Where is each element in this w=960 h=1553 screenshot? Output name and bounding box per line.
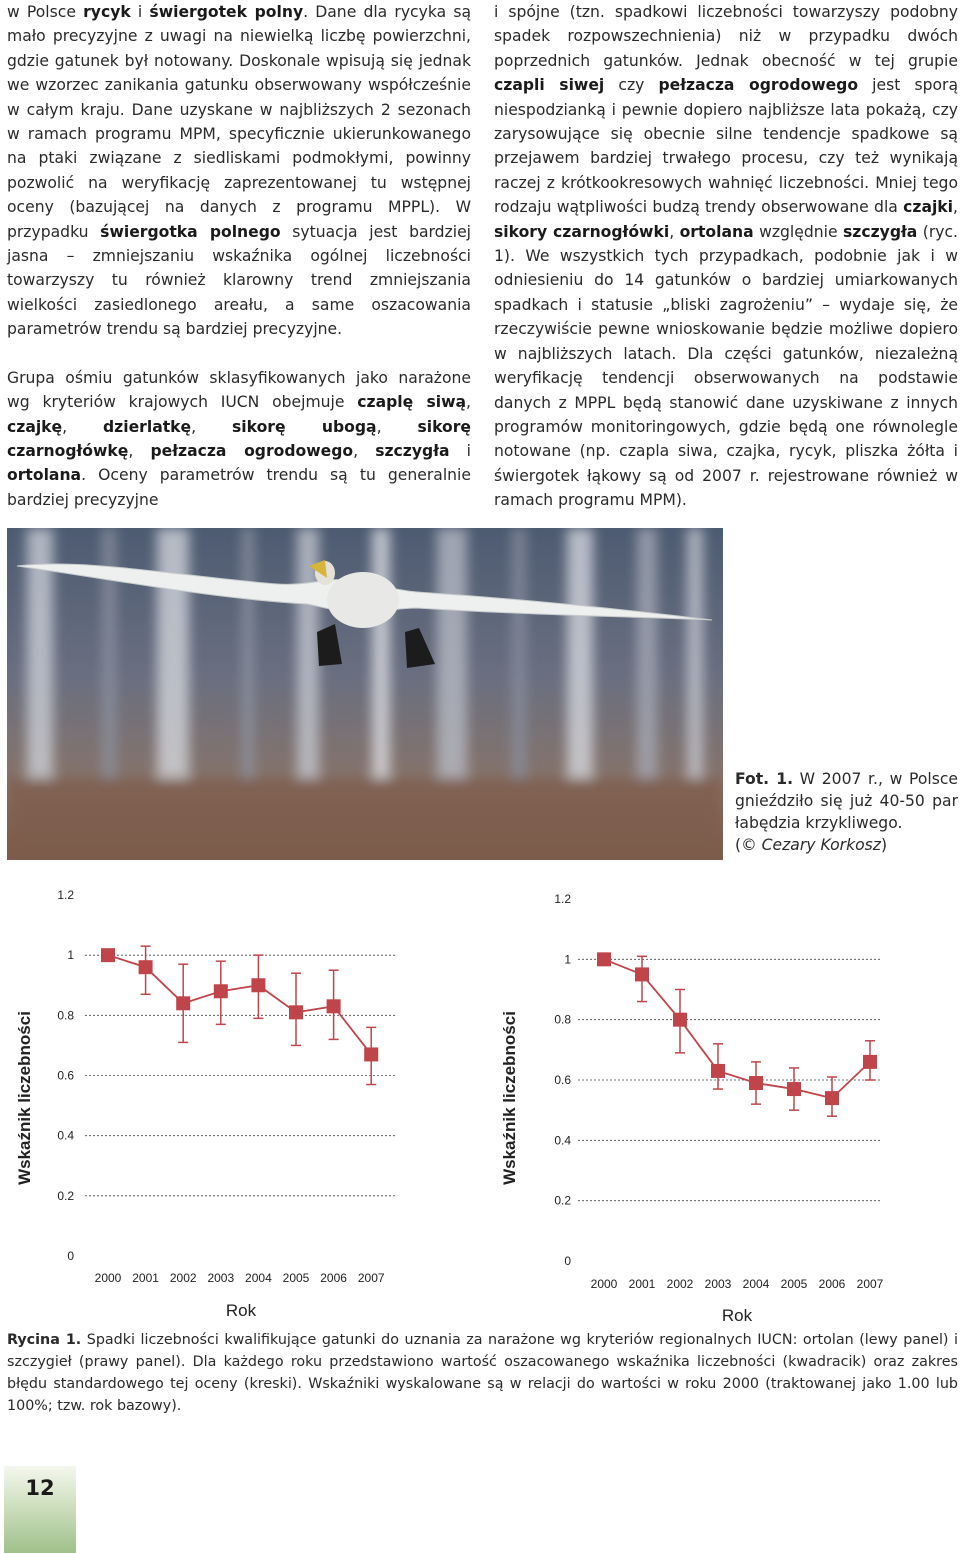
x-tick-label: 2001 (628, 1277, 656, 1291)
text-run: czy (604, 76, 659, 95)
x-tick-label: 2000 (590, 1277, 618, 1291)
y-tick-label: 1.2 (57, 888, 74, 902)
text-run: , (953, 198, 958, 217)
chart-ortolan-svg (0, 878, 480, 1328)
species-name: pełzacza ogrodowego (658, 76, 859, 95)
x-tick-label: 2003 (704, 1277, 732, 1291)
data-point-marker (825, 1091, 839, 1105)
page-number-box (4, 1466, 76, 1553)
species-name: świergotek polny (149, 3, 304, 21)
species-name: rycyk (83, 3, 131, 21)
data-point-marker (289, 1005, 303, 1019)
species-name: sikorę czarnogłówkę (7, 417, 471, 460)
x-tick-label: 2003 (207, 1271, 235, 1285)
photo-caption-text: W 2007 r., w Polsce gnieździło się już 40-50 par łabędzia krzykliwego. (735, 770, 958, 832)
y-tick-label: 0 (67, 1249, 74, 1263)
species-name: czajki (903, 198, 954, 217)
x-axis-title: Rok (721, 1306, 753, 1325)
data-point-marker (139, 960, 153, 974)
left-paragraph-1 (7, 0, 471, 342)
species-name: szczygła (842, 222, 918, 241)
y-tick-label: 0.8 (57, 1008, 74, 1023)
right-text-column (494, 0, 958, 513)
credit-paren: ) (880, 836, 888, 854)
left-paragraph-2 (7, 366, 471, 512)
text-run: , (376, 417, 418, 436)
species-name: sikorę ubogą (231, 417, 377, 436)
x-tick-label: 2000 (94, 1271, 122, 1285)
right-paragraph-1 (494, 0, 958, 513)
y-tick-label: 0.4 (554, 1133, 571, 1148)
text-run: w Polsce (7, 3, 84, 21)
data-point-marker (597, 952, 611, 966)
photo-caption-label: Fot. 1. (735, 770, 794, 788)
figure-caption (7, 1329, 958, 1417)
x-tick-label: 2001 (132, 1271, 159, 1285)
y-tick-label: 0.6 (554, 1073, 571, 1087)
data-point-marker (673, 1013, 687, 1027)
data-point-marker (787, 1082, 801, 1096)
x-tick-label: 2004 (245, 1271, 272, 1285)
y-tick-label: 0 (564, 1254, 571, 1268)
text-run: , (191, 417, 232, 436)
species-name: świergotka polnego (100, 222, 281, 241)
data-point-marker (176, 996, 190, 1010)
y-axis-title: Wskaźnik liczebności (15, 1011, 34, 1185)
text-run: i spójne (tzn. spadkowi liczebności towarzyszy podobny spadek rozpowszechnienia) niż w przypadku dwóch poprzednich gatunków. Jednak obecność w tej grupie (494, 3, 958, 70)
text-run: sytuacja jest bardziej jasna – zmniejszaniu wskaźnika ogólnej liczebności towarzyszy tu również klarowny trend zmniejszania wielkości zasiedlonego areału, a same oszacowania parametrów trendu są bardziej precyzyjne. (7, 222, 472, 339)
x-tick-label: 2002 (169, 1271, 197, 1285)
y-tick-label: 1.2 (554, 892, 571, 906)
left-text-column (7, 0, 471, 512)
y-tick-label: 0.2 (57, 1188, 74, 1203)
data-point-marker (749, 1076, 763, 1090)
x-tick-label: 2007 (357, 1271, 385, 1285)
text-run: , (669, 222, 680, 241)
credit-paren: ( (735, 836, 742, 854)
text-run: , (62, 417, 103, 436)
data-point-marker (364, 1047, 378, 1061)
data-point-marker (101, 948, 115, 962)
x-tick-label: 2007 (856, 1277, 884, 1291)
text-run: , (466, 393, 471, 412)
figure-caption-text: Spadki liczebności kwalifikujące gatunki do uznania za narażone wg kryteriów regionalnych IUCN: ortolan (lewy panel) i szczygieł (prawy panel). Dla każdego roku przedstawiono wartość oszacowanego wskaźnika liczebności (kwadracik) oraz zakres błędu standardowego tej oceny (kreski). Wskaźniki wyskalowane są w relacji do wartości w roku 2000 (traktowanej jako 1.00 lub 100%; tzw. rok bazowy). (7, 1332, 958, 1414)
photo-caption (735, 768, 958, 856)
data-point-marker (251, 978, 265, 992)
y-axis-title: Wskaźnik liczebności (500, 1011, 519, 1185)
species-name: czapli siwej (494, 76, 605, 95)
species-name: dzierlatkę (103, 417, 192, 436)
text-run: . Oceny parametrów trendu są tu generalnie bardziej precyzyjne (7, 466, 471, 509)
x-tick-label: 2002 (666, 1277, 694, 1291)
page-number: 12 (25, 1476, 55, 1500)
text-run: . Dane dla rycyka są mało precyzyjne z uwagi na niewielką liczbę powierzchni, gdzie gatunek był notowany. Doskonale wpisują się jednak we wzorzec zanikania gatunku obserwowany współcześnie w całym kraju. Dane uzyskane w najbliższych 2 sezonach w ramach programu MPM, specyficznie ukierunkowanego na ptaki związane z siedliskami podmokłymi, powinny pozwolić na weryfikację zaprezentowanej tu wstępnej oceny (bazującej na danych z programu MPPL). W przypadku (7, 3, 472, 241)
swan-photo (7, 528, 723, 860)
text-run: (ryc. 1). We wszystkich tych przypadkach, podobnie jak i w odniesieniu do 14 gatunków o bardziej umiarkowanych spadkach i statusie „bliski zagrożeniu” – wydaje się, że rzeczywiście pewne wnioskowanie będzie możliwe dopiero w najbliższych latach. Dla części gatunków, niezależną weryfikację tendencji obserwowanych na podstawie danych z MPPL będą stanowić dane uzyskiwane z innych programów monitoringowych, gdzie będą one równolegle notowane (np. czapla siwa, czajka, rycyk, pliszka żółta i świergotek łąkowy są od 2007 r. rejestrowane również w ramach programu MPM). (494, 222, 958, 510)
y-tick-label: 0.2 (554, 1193, 571, 1208)
data-point-marker (863, 1055, 877, 1069)
text-run: , (353, 441, 376, 460)
y-tick-label: 1 (564, 952, 571, 967)
species-name: szczygła (375, 441, 450, 460)
text-run: , (128, 441, 151, 460)
swan-photo-illustration (7, 528, 723, 860)
text-run: i (449, 441, 471, 460)
x-axis-title: Rok (225, 1301, 257, 1320)
text-run: i (130, 3, 150, 21)
chart-ortolan (0, 878, 480, 1328)
x-tick-label: 2005 (780, 1277, 808, 1291)
species-name: ortolana (679, 222, 754, 241)
figure-caption-label: Rycina 1. (7, 1332, 82, 1348)
photo-credit: © Cezary Korkosz (741, 836, 881, 854)
x-tick-label: 2005 (282, 1271, 310, 1285)
chart-szczygiel (490, 878, 960, 1328)
data-point-marker (214, 984, 228, 998)
species-name: czajkę (7, 417, 63, 436)
text-run: jest sporą niespodzianką i pewnie dopiero najbliższe lata pokażą, czy zarysowujące się obecnie silne tendencje spadkowe są przejawem bardziej trwałego procesu, czy też wynikają raczej z krótkookresowych wahnięć liczebności. Mniej tego rodzaju wątpliwości budzą trendy obserwowane dla (494, 76, 958, 217)
text-run: względnie (753, 222, 843, 241)
data-point-marker (635, 967, 649, 981)
species-name: sikory czarnogłówki (494, 222, 670, 241)
species-name: pełzacza ogrodowego (150, 441, 354, 460)
y-tick-label: 0.8 (554, 1012, 571, 1027)
species-name: czaplę siwą (357, 393, 467, 412)
data-point-marker (327, 999, 341, 1013)
x-tick-label: 2004 (742, 1277, 770, 1291)
chart-szczygiel-svg (490, 878, 960, 1328)
y-tick-label: 0.6 (57, 1068, 74, 1083)
data-point-marker (711, 1064, 725, 1078)
y-tick-label: 1 (67, 948, 74, 963)
species-name: ortolana (7, 466, 82, 485)
x-tick-label: 2006 (818, 1277, 846, 1291)
x-tick-label: 2006 (320, 1271, 347, 1285)
text-run: Grupa ośmiu gatunków sklasyfikowanych jako narażone wg kryteriów krajowych IUCN obejmuje (7, 368, 471, 412)
y-tick-label: 0.4 (57, 1128, 74, 1143)
